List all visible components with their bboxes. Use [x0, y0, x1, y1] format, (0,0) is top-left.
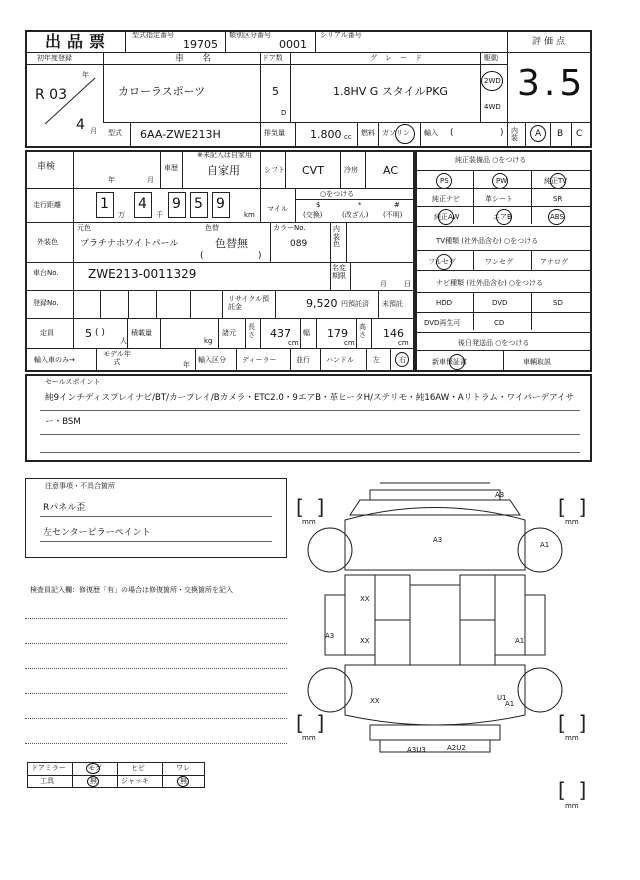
acc-jack-circle	[177, 776, 189, 787]
equip-airbag-circle	[496, 209, 512, 225]
bracket-rear-right: [ ]	[558, 711, 587, 735]
mileage-digit-2: 4	[138, 196, 147, 212]
mm-front-right: mm	[565, 518, 579, 526]
interior-label: 内装	[511, 127, 518, 142]
bracket-front-left: [ ]	[296, 495, 325, 519]
mark-u1: U1	[497, 694, 507, 702]
chassis-label: 車台No.	[33, 269, 59, 277]
length-unit: cm	[288, 339, 299, 347]
capacity-unit: 人	[120, 337, 127, 345]
mileage-man: 万	[118, 211, 125, 219]
acc-moge: モゲ	[88, 764, 102, 772]
shaken-month: 月	[147, 176, 154, 184]
grade-value-text: 1.8HV G スタイルPKG	[333, 85, 448, 98]
name-change-label: 名変期限	[332, 264, 346, 280]
equip-ps: PS	[440, 177, 449, 185]
notes-line-1: Rパネル歪	[43, 503, 86, 513]
shift-value: CVT	[302, 164, 324, 177]
notes-line-2: 左センターピラーペイント	[43, 528, 151, 538]
mileage-label: 走行距離	[33, 201, 61, 209]
mark-a1-bottom: A1	[505, 700, 515, 708]
serial-label: シリアル番号	[320, 31, 362, 39]
height-unit: cm	[398, 339, 409, 347]
interior-b: B	[557, 129, 564, 139]
equip-aw: 純正AW	[434, 213, 460, 221]
dims-label: 諸元	[222, 329, 236, 337]
navi-dvd: DVD	[492, 299, 508, 307]
recycle-value: 9,520	[306, 297, 338, 310]
meter-exchange-paren: (交換)	[303, 211, 323, 219]
sales-line-2: ー・BSM	[45, 417, 81, 427]
import-paren-open: (	[450, 128, 454, 138]
import-only-label: 輸入車のみ→	[34, 356, 75, 364]
model-year-label: モデル年式	[103, 350, 131, 366]
width-unit: cm	[344, 339, 355, 347]
acc-tool-value: 無	[90, 777, 97, 785]
height-value: 146	[383, 327, 404, 340]
mileage-digit-3: 9	[172, 196, 181, 212]
meter-unknown: #	[394, 201, 400, 209]
ruibetsu-label: 類別区分番号	[229, 31, 271, 39]
doors-value: 5	[272, 85, 279, 98]
navi-title: ナビ種類 (社外品含む) ○をつける	[436, 279, 544, 287]
length-label: 長さ	[248, 323, 255, 339]
mm-rear-left: mm	[302, 734, 316, 742]
meter-exchange: $	[316, 201, 321, 209]
equip-abs: ABS	[550, 213, 564, 221]
tv-fullseg: フルセグ	[428, 258, 456, 266]
mark-a2u2: A2U2	[447, 744, 466, 752]
mark-a3u3: A3U3	[407, 746, 426, 754]
name-change-day: 日	[404, 280, 411, 288]
katashiki-value: 19705	[183, 38, 218, 51]
recycle-unit: 円預託済	[341, 300, 369, 308]
color-no-value: 089	[290, 239, 308, 249]
recycle-not: 未預託	[382, 300, 403, 308]
handle-label: ハンドル	[326, 356, 354, 364]
mark-a3-left: A3	[325, 632, 335, 640]
color-no-label: カラーNo.	[273, 224, 306, 232]
mark-xx-2: XX	[360, 637, 370, 645]
notes-frame	[25, 478, 287, 558]
sales-frame	[25, 374, 592, 462]
drive-2wd: 2WD	[484, 77, 501, 85]
genuine-title: 純正装備品 ○をつける	[455, 156, 527, 164]
year-era: R 03	[35, 87, 67, 103]
tv-analog: アナログ	[540, 258, 568, 266]
acc-mirror: ドアミラー	[31, 764, 66, 772]
displacement-unit: cc	[344, 133, 352, 141]
mm-spare: mm	[565, 802, 579, 810]
docs-warranty: 新車保証書	[432, 358, 467, 366]
mileage-sen: 千	[156, 211, 163, 219]
doors-sub: D	[281, 109, 287, 117]
car-name-value: カローラスポーツ	[118, 85, 206, 98]
color-orig-label: 元色	[77, 224, 91, 232]
color-label: 外装色	[37, 238, 58, 246]
interior-a: A	[535, 129, 542, 139]
width-value: 179	[327, 327, 348, 340]
aircon-value: AC	[383, 164, 399, 177]
history-note: ※未記入は自家用	[197, 151, 252, 159]
equip-leather: 革シート	[485, 195, 513, 203]
color-change-value: 色替無	[215, 237, 248, 250]
car-name-label: 車名	[175, 54, 230, 64]
interior-color-label: 内装色	[333, 225, 340, 249]
recycle-label: リサイクル預託金	[228, 295, 270, 312]
car-diagram	[290, 475, 590, 815]
ruibetsu-value: 0001	[279, 38, 307, 51]
bracket-spare: [ ]	[558, 778, 587, 802]
name-change-month: 月	[380, 280, 387, 288]
color-value: プラチナホワイトパール	[80, 239, 179, 249]
mark-a1-right2: A1	[515, 637, 525, 645]
handle-right: 右	[399, 356, 406, 364]
model-label: 型式	[108, 129, 122, 137]
docs-warranty-circle	[449, 354, 465, 370]
navi-sd: SD	[553, 299, 563, 307]
history-label: 車歴	[164, 164, 178, 172]
mark-a1-right: A1	[540, 541, 550, 549]
history-value: 自家用	[207, 164, 240, 177]
year-slash	[40, 76, 100, 126]
reg-no-label: 登録No.	[33, 299, 59, 307]
mark-a3-top: A3	[495, 491, 505, 499]
form-title: 出品票	[45, 32, 112, 51]
equip-tv-circle	[550, 173, 566, 189]
docs-title: 後日発送品 ○をつける	[458, 339, 530, 347]
acc-ware: ワレ	[176, 764, 190, 772]
length-value: 437	[270, 327, 291, 340]
mileage-digit-5: 9	[216, 196, 225, 212]
sales-line-1: 純9インチディスプレイナビ/BT/カープレイ/Bカメラ・ETC2.0・9エアB・革ヒータH/ステリモ・純16AW・Aリトラム・ワイパーデアイサ	[45, 393, 575, 403]
handle-left: 左	[373, 356, 380, 364]
color-paren-close: )	[258, 251, 262, 261]
drive-2wd-circle	[481, 71, 503, 91]
color-change-label: 色替	[205, 224, 219, 232]
bracket-front-right: [ ]	[558, 495, 587, 519]
tv-oneseg: ワンセグ	[485, 258, 513, 266]
height-label: 高さ	[359, 323, 366, 339]
grade-value: 3.5	[517, 63, 587, 104]
acc-tool: 工具	[40, 777, 54, 785]
acc-moge-circle	[86, 763, 100, 774]
navi-dvd-play: DVD再生可	[424, 319, 461, 327]
capacity-value: 5	[85, 327, 92, 340]
drive-label: 駆動	[484, 54, 498, 62]
model-year-unit: 年	[183, 361, 190, 369]
model-value: 6AA-ZWE213H	[140, 128, 221, 141]
mile-label: マイル	[267, 205, 288, 213]
drive-4wd: 4WD	[484, 103, 501, 111]
import-class-label: 輸入区分	[198, 356, 226, 364]
equip-navi: 純正ナビ	[432, 195, 460, 203]
equip-pw-circle	[492, 173, 508, 189]
import-label: 輸入	[424, 129, 438, 137]
equip-pw: PW	[496, 177, 508, 185]
doors-label: ドア数	[262, 54, 283, 62]
mm-front-left: mm	[302, 518, 316, 526]
mileage-digit-4: 5	[194, 196, 203, 212]
katashiki-label: 型式指定番号	[132, 31, 174, 39]
tv-title: TV種類 (社外品含む) ○をつける	[436, 237, 539, 245]
year-unit: 年	[82, 71, 89, 79]
equip-sr: SR	[553, 195, 563, 203]
mark-xx-3: XX	[370, 697, 380, 705]
shaken-year: 年	[108, 176, 115, 184]
acc-jack: ジャッキ	[121, 777, 149, 785]
chassis-value: ZWE213-0011329	[88, 267, 197, 281]
equip-aw-circle	[438, 209, 454, 225]
circle-note: ○をつける	[320, 190, 355, 198]
dealer-option: ディーラー	[242, 356, 277, 364]
aircon-label: 冷房	[344, 166, 358, 174]
meter-unknown-paren: (不明)	[383, 211, 403, 219]
equip-airbag: エアB	[493, 213, 512, 221]
grade-label: グレード	[370, 54, 430, 62]
grade-title: 評価点	[532, 37, 569, 47]
bracket-rear-left: [ ]	[296, 711, 325, 735]
tv-fullseg-circle	[436, 254, 452, 270]
acc-tool-circle	[87, 776, 99, 787]
mileage-digit-1: 1	[100, 196, 109, 212]
navi-cd: CD	[494, 319, 505, 327]
acc-jack-value: 無	[180, 777, 187, 785]
import-paren-close: )	[500, 128, 504, 138]
equip-abs-circle	[548, 209, 565, 225]
docs-manual: 車輌取説	[523, 358, 551, 366]
color-paren-open: (	[200, 251, 204, 261]
load-label: 積載量	[131, 329, 152, 337]
fuel-label: 燃料	[361, 129, 375, 137]
shaken-label: 車検	[37, 162, 56, 172]
width-label: 幅	[303, 329, 310, 337]
mark-xx-1: XX	[360, 595, 370, 603]
interior-c: C	[576, 129, 583, 139]
equip-tv: 純正TV	[544, 177, 568, 185]
mm-rear-right: mm	[565, 734, 579, 742]
handle-right-circle	[395, 352, 409, 367]
meter-tamper-paren: (改ざん)	[342, 211, 369, 219]
month-value: 4	[76, 117, 85, 133]
fuel-value: ガソリン	[382, 129, 410, 137]
first-reg-label: 初年度登録	[37, 54, 72, 62]
interior-a-circle	[530, 125, 546, 142]
meter-tamper: *	[358, 201, 362, 209]
mark-a3-hood: A3	[433, 536, 443, 544]
acc-hibi: ヒビ	[131, 764, 145, 772]
notes-label: 注意事項・不具合箇所	[45, 482, 115, 490]
displacement-label: 排気量	[264, 129, 285, 137]
load-unit: kg	[204, 337, 213, 345]
capacity-paren: ( )	[95, 328, 105, 338]
displacement-value: 1.800	[310, 128, 342, 141]
navi-hdd: HDD	[436, 299, 453, 307]
month-unit: 月	[90, 127, 97, 135]
capacity-label: 定員	[40, 329, 54, 337]
inspector-label: 検査員記入欄：修復歴「有」の場合は修復箇所・交換箇所を記入	[30, 586, 233, 594]
shift-label: シフト	[264, 166, 285, 174]
fuel-circle	[395, 124, 415, 144]
equip-ps-circle	[436, 173, 452, 189]
parallel-option: 並行	[296, 356, 310, 364]
mileage-km: km	[244, 211, 255, 219]
sales-label: セールスポイント	[45, 378, 101, 386]
